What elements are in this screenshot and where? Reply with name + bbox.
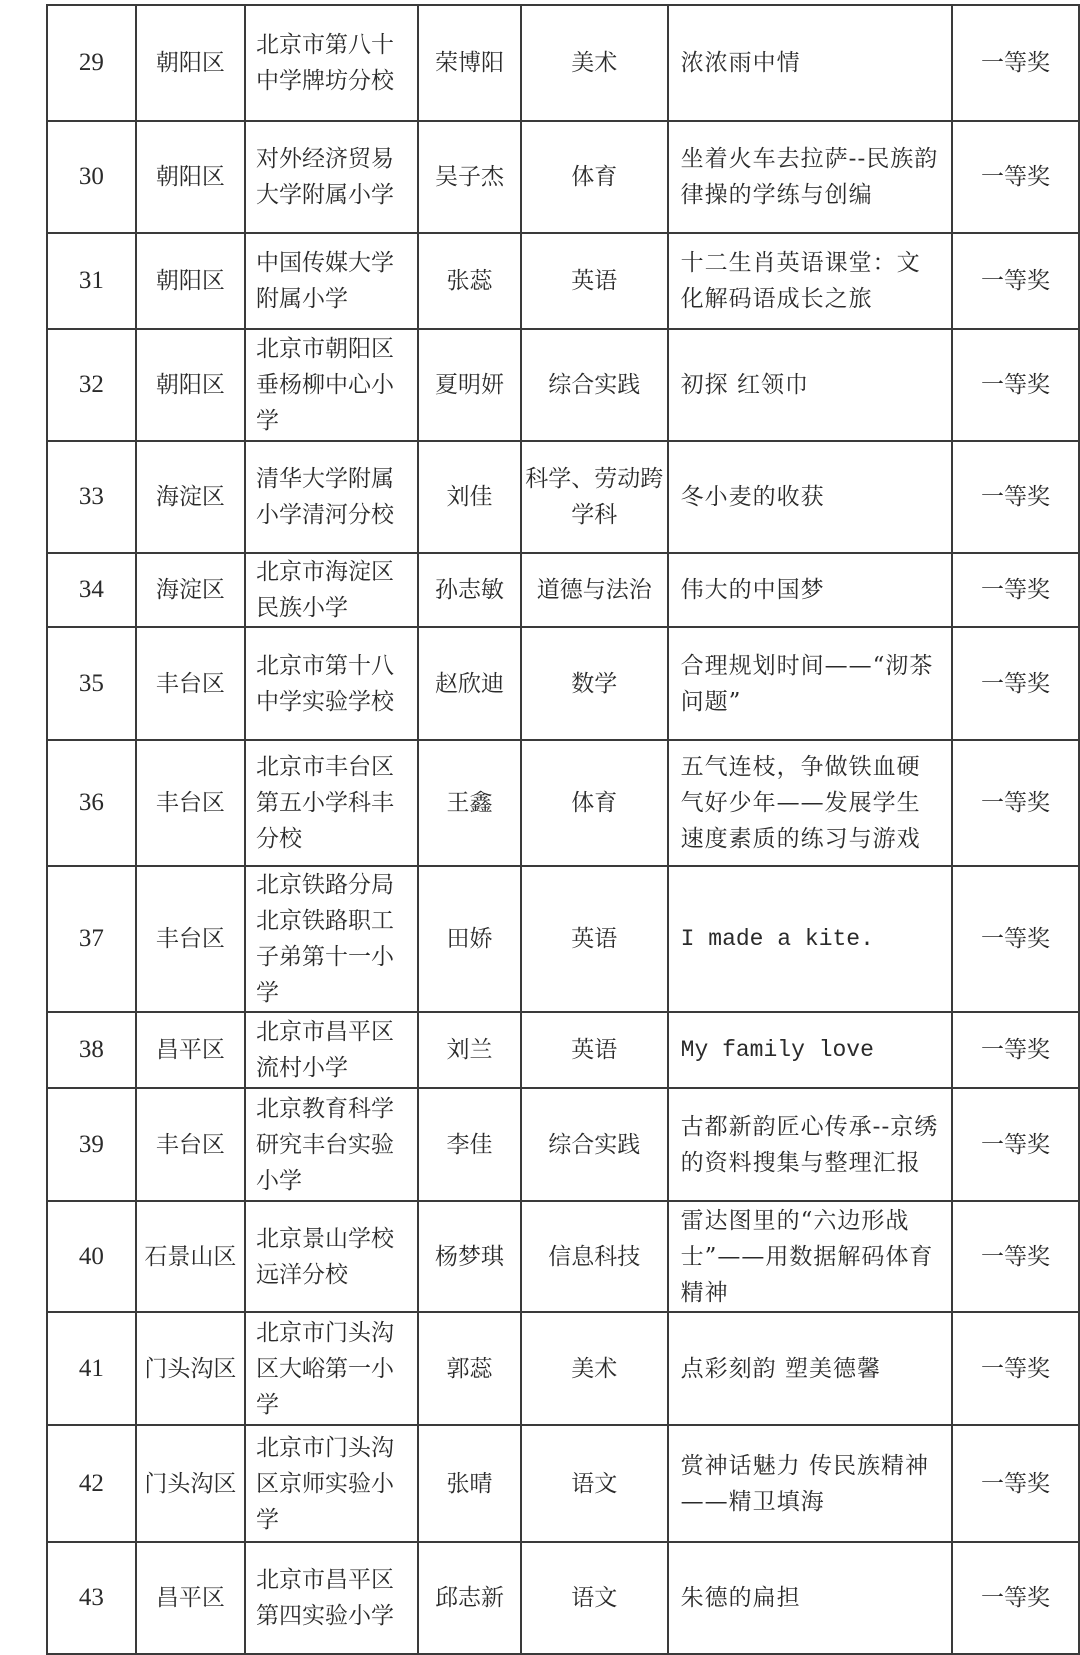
teacher-name-cell: 张蕊 xyxy=(418,233,520,329)
district-cell: 丰台区 xyxy=(136,866,245,1012)
school-cell: 北京市海淀区民族小学 xyxy=(245,553,418,627)
school-cell: 中国传媒大学附属小学 xyxy=(245,233,418,329)
school-cell: 北京市第八十中学牌坊分校 xyxy=(245,5,418,121)
table-row xyxy=(47,121,1079,233)
award-cell: 一等奖 xyxy=(952,121,1079,233)
district-cell: 朝阳区 xyxy=(136,5,245,121)
subject-cell: 美术 xyxy=(521,1312,668,1425)
district-cell: 海淀区 xyxy=(136,553,245,627)
lesson-title-cell: 雷达图里的“六边形战士”——用数据解码体育精神 xyxy=(668,1201,952,1312)
award-cell: 一等奖 xyxy=(952,233,1079,329)
award-cell: 一等奖 xyxy=(952,1542,1079,1654)
table-row xyxy=(47,1425,1079,1542)
district-cell: 丰台区 xyxy=(136,740,245,866)
table-row xyxy=(47,866,1079,1012)
subject-cell: 英语 xyxy=(521,1012,668,1088)
lesson-title-cell: 浓浓雨中情 xyxy=(668,5,952,121)
teacher-name-cell: 赵欣迪 xyxy=(418,627,520,740)
teacher-name-cell: 邱志新 xyxy=(418,1542,520,1654)
teacher-name-cell: 郭蕊 xyxy=(418,1312,520,1425)
row-number: 39 xyxy=(47,1088,136,1201)
teacher-name-cell: 张晴 xyxy=(418,1425,520,1542)
school-cell: 北京市昌平区流村小学 xyxy=(245,1012,418,1088)
district-cell: 朝阳区 xyxy=(136,329,245,441)
school-cell: 北京教育科学研究丰台实验小学 xyxy=(245,1088,418,1201)
district-cell: 朝阳区 xyxy=(136,233,245,329)
award-cell: 一等奖 xyxy=(952,1201,1079,1312)
row-number: 43 xyxy=(47,1542,136,1654)
subject-cell: 综合实践 xyxy=(521,1088,668,1201)
district-cell: 昌平区 xyxy=(136,1012,245,1088)
row-number: 34 xyxy=(47,553,136,627)
award-cell: 一等奖 xyxy=(952,441,1079,553)
award-cell: 一等奖 xyxy=(952,1012,1079,1088)
lesson-title-cell: 古都新韵匠心传承--京绣的资料搜集与整理汇报 xyxy=(668,1088,952,1201)
subject-cell: 语文 xyxy=(521,1425,668,1542)
subject-cell: 数学 xyxy=(521,627,668,740)
table-row xyxy=(47,740,1079,866)
school-cell: 对外经济贸易大学附属小学 xyxy=(245,121,418,233)
table-row xyxy=(47,441,1079,553)
table-row xyxy=(47,1312,1079,1425)
lesson-title-cell: 朱德的扁担 xyxy=(668,1542,952,1654)
lesson-title-cell: 坐着火车去拉萨--民族韵律操的学练与创编 xyxy=(668,121,952,233)
row-number: 35 xyxy=(47,627,136,740)
row-number: 31 xyxy=(47,233,136,329)
table-row xyxy=(47,233,1079,329)
table-row xyxy=(47,627,1079,740)
award-cell: 一等奖 xyxy=(952,1312,1079,1425)
lesson-title-cell: 合理规划时间——“沏茶问题” xyxy=(668,627,952,740)
district-cell: 门头沟区 xyxy=(136,1425,245,1542)
teacher-name-cell: 田娇 xyxy=(418,866,520,1012)
table-row xyxy=(47,1201,1079,1312)
table-row xyxy=(47,329,1079,441)
district-cell: 丰台区 xyxy=(136,1088,245,1201)
table-body xyxy=(47,5,1079,1654)
district-cell: 门头沟区 xyxy=(136,1312,245,1425)
award-cell: 一等奖 xyxy=(952,627,1079,740)
teacher-name-cell: 杨梦琪 xyxy=(418,1201,520,1312)
row-number: 40 xyxy=(47,1201,136,1312)
teacher-name-cell: 刘兰 xyxy=(418,1012,520,1088)
award-cell: 一等奖 xyxy=(952,553,1079,627)
school-cell: 清华大学附属小学清河分校 xyxy=(245,441,418,553)
teacher-name-cell: 吴子杰 xyxy=(418,121,520,233)
subject-cell: 信息科技 xyxy=(521,1201,668,1312)
lesson-title-cell: 伟大的中国梦 xyxy=(668,553,952,627)
teacher-name-cell: 夏明妍 xyxy=(418,329,520,441)
table-row xyxy=(47,553,1079,627)
school-cell: 北京市丰台区第五小学科丰分校 xyxy=(245,740,418,866)
row-number: 41 xyxy=(47,1312,136,1425)
subject-cell: 综合实践 xyxy=(521,329,668,441)
row-number: 29 xyxy=(47,5,136,121)
teacher-name-cell: 王鑫 xyxy=(418,740,520,866)
subject-cell: 英语 xyxy=(521,233,668,329)
subject-cell: 道德与法治 xyxy=(521,553,668,627)
row-number: 42 xyxy=(47,1425,136,1542)
award-cell: 一等奖 xyxy=(952,866,1079,1012)
lesson-title-cell: I made a kite. xyxy=(668,866,952,1012)
table-row xyxy=(47,1012,1079,1088)
table-row xyxy=(47,1542,1079,1654)
teacher-name-cell: 荣博阳 xyxy=(418,5,520,121)
row-number: 38 xyxy=(47,1012,136,1088)
district-cell: 昌平区 xyxy=(136,1542,245,1654)
subject-cell: 科学、劳动跨学科 xyxy=(521,441,668,553)
subject-cell: 体育 xyxy=(521,121,668,233)
lesson-title-cell: 点彩刻韵 塑美德馨 xyxy=(668,1312,952,1425)
lesson-title-cell: 初探 红领巾 xyxy=(668,329,952,441)
district-cell: 朝阳区 xyxy=(136,121,245,233)
table-row xyxy=(47,1088,1079,1201)
school-cell: 北京市门头沟区京师实验小学 xyxy=(245,1425,418,1542)
subject-cell: 语文 xyxy=(521,1542,668,1654)
row-number: 32 xyxy=(47,329,136,441)
district-cell: 石景山区 xyxy=(136,1201,245,1312)
lesson-title-cell: 十二生肖英语课堂：文化解码语成长之旅 xyxy=(668,233,952,329)
row-number: 33 xyxy=(47,441,136,553)
award-cell: 一等奖 xyxy=(952,740,1079,866)
district-cell: 丰台区 xyxy=(136,627,245,740)
row-number: 36 xyxy=(47,740,136,866)
school-cell: 北京市昌平区第四实验小学 xyxy=(245,1542,418,1654)
teacher-name-cell: 李佳 xyxy=(418,1088,520,1201)
row-number: 30 xyxy=(47,121,136,233)
teacher-name-cell: 孙志敏 xyxy=(418,553,520,627)
row-number: 37 xyxy=(47,866,136,1012)
subject-cell: 美术 xyxy=(521,5,668,121)
district-cell: 海淀区 xyxy=(136,441,245,553)
award-cell: 一等奖 xyxy=(952,1425,1079,1542)
lesson-title-cell: 冬小麦的收获 xyxy=(668,441,952,553)
lesson-title-cell: 赏神话魅力 传民族精神——精卫填海 xyxy=(668,1425,952,1542)
lesson-title-cell: My family love xyxy=(668,1012,952,1088)
award-cell: 一等奖 xyxy=(952,329,1079,441)
teacher-name-cell: 刘佳 xyxy=(418,441,520,553)
award-cell: 一等奖 xyxy=(952,5,1079,121)
school-cell: 北京铁路分局北京铁路职工子弟第十一小学 xyxy=(245,866,418,1012)
subject-cell: 英语 xyxy=(521,866,668,1012)
subject-cell: 体育 xyxy=(521,740,668,866)
lesson-title-cell: 五气连枝，争做铁血硬气好少年——发展学生速度素质的练习与游戏 xyxy=(668,740,952,866)
school-cell: 北京市朝阳区垂杨柳中心小学 xyxy=(245,329,418,441)
award-cell: 一等奖 xyxy=(952,1088,1079,1201)
award-winners-table xyxy=(46,4,1080,1655)
school-cell: 北京市第十八中学实验学校 xyxy=(245,627,418,740)
school-cell: 北京市门头沟区大峪第一小学 xyxy=(245,1312,418,1425)
school-cell: 北京景山学校远洋分校 xyxy=(245,1201,418,1312)
table-row xyxy=(47,5,1079,121)
